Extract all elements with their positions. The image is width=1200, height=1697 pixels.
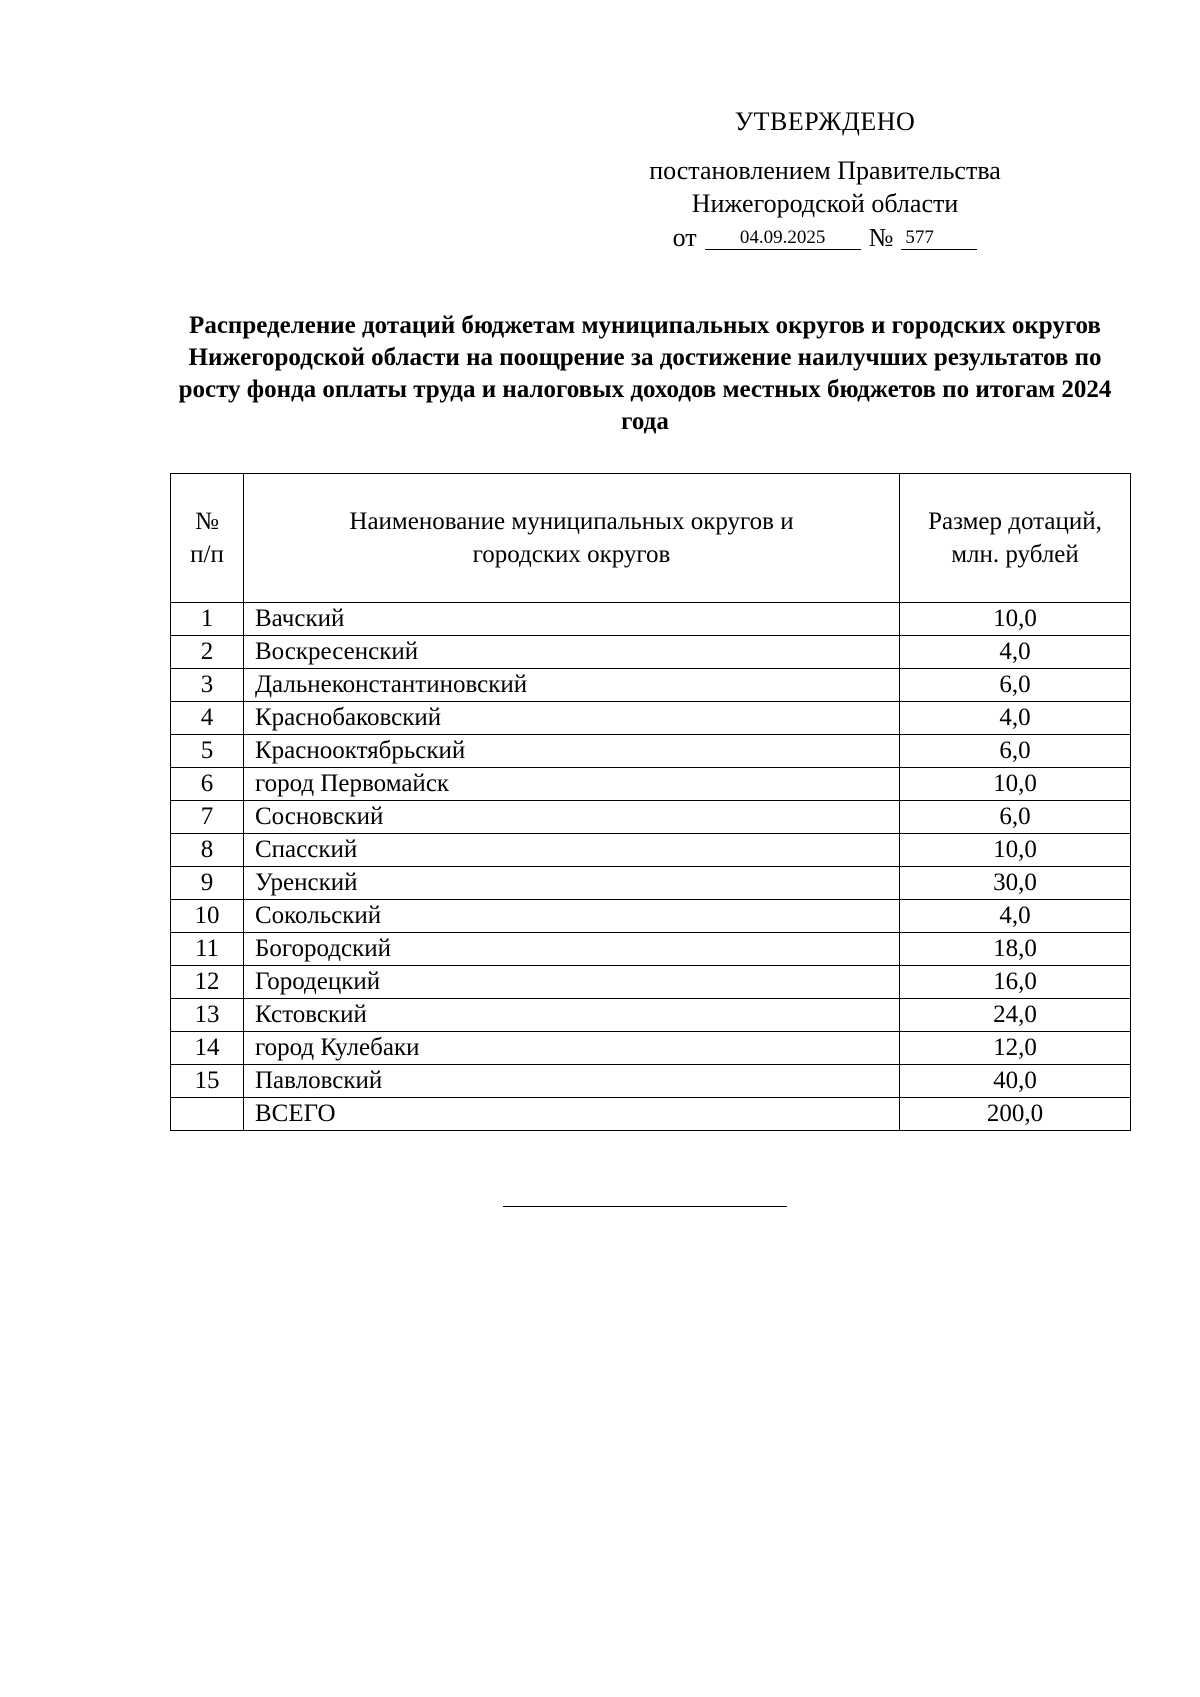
row-name: Сокольский <box>244 900 900 933</box>
table-row <box>171 669 1131 702</box>
table-row <box>171 834 1131 867</box>
header-number <box>171 474 244 603</box>
row-amount: 4,0 <box>900 900 1131 933</box>
row-amount: 6,0 <box>900 801 1131 834</box>
table-row <box>171 735 1131 768</box>
row-name: Воскресенский <box>244 636 900 669</box>
row-number: 5 <box>171 735 244 768</box>
table-total-row <box>171 1098 1131 1131</box>
row-number: 10 <box>171 900 244 933</box>
table-row <box>171 801 1131 834</box>
table-row <box>171 933 1131 966</box>
row-number: 3 <box>171 669 244 702</box>
approval-stamp-block <box>600 105 1050 254</box>
row-number: 7 <box>171 801 244 834</box>
row-number: 2 <box>171 636 244 669</box>
row-amount: 40,0 <box>900 1065 1131 1098</box>
total-number <box>171 1098 244 1131</box>
row-number: 6 <box>171 768 244 801</box>
row-name: Сосновский <box>244 801 900 834</box>
row-name: Краснобаковский <box>244 702 900 735</box>
from-label: от <box>672 223 697 252</box>
row-number: 9 <box>171 867 244 900</box>
header-amount-line2: млн. рублей <box>951 541 1079 568</box>
header-amount-line1: Размер дотаций, <box>928 508 1102 535</box>
row-number: 11 <box>171 933 244 966</box>
table-row <box>171 900 1131 933</box>
row-number: 15 <box>171 1065 244 1098</box>
row-amount: 18,0 <box>900 933 1131 966</box>
row-name: город Первомайск <box>244 768 900 801</box>
header-amount <box>900 474 1131 603</box>
table-body <box>171 603 1131 1131</box>
row-amount: 10,0 <box>900 603 1131 636</box>
document-title: Распределение дотаций бюджетам муниципальных округов и городских округов Нижегородской области на поощрение за достижение наилучших результатов по росту фонда оплаты труда и налоговых доходов местных бюджетов по итогам 2024 года <box>178 312 1112 435</box>
row-name: Вачский <box>244 603 900 636</box>
approval-date-number-line <box>600 221 1050 254</box>
total-amount: 200,0 <box>900 1098 1131 1131</box>
row-number: 8 <box>171 834 244 867</box>
approval-date: 04.09.2025 <box>705 227 861 250</box>
number-label: № <box>868 223 894 252</box>
row-name: Кстовский <box>244 999 900 1032</box>
row-number: 4 <box>171 702 244 735</box>
header-number-line2: п/п <box>190 541 224 568</box>
grants-table <box>170 473 1131 1131</box>
row-name: город Кулебаки <box>244 1032 900 1065</box>
row-number: 13 <box>171 999 244 1032</box>
row-number: 1 <box>171 603 244 636</box>
row-amount: 10,0 <box>900 834 1131 867</box>
table-row <box>171 636 1131 669</box>
row-amount: 6,0 <box>900 669 1131 702</box>
row-amount: 30,0 <box>900 867 1131 900</box>
row-name: Богородский <box>244 933 900 966</box>
table-row <box>171 999 1131 1032</box>
row-name: Дальнеконстантиновский <box>244 669 900 702</box>
table-row <box>171 768 1131 801</box>
row-name: Городецкий <box>244 966 900 999</box>
closing-divider-line <box>503 1206 787 1207</box>
row-amount: 4,0 <box>900 636 1131 669</box>
approval-number: 577 <box>901 227 977 250</box>
table-row <box>171 1032 1131 1065</box>
table-row <box>171 603 1131 636</box>
header-name-line1: Наименование муниципальных округов и <box>349 508 794 535</box>
row-amount: 24,0 <box>900 999 1131 1032</box>
row-name: Уренский <box>244 867 900 900</box>
header-name <box>244 474 900 603</box>
table-row <box>171 867 1131 900</box>
row-name: Спасский <box>244 834 900 867</box>
row-amount: 6,0 <box>900 735 1131 768</box>
row-name: Павловский <box>244 1065 900 1098</box>
row-amount: 12,0 <box>900 1032 1131 1065</box>
row-amount: 16,0 <box>900 966 1131 999</box>
row-amount: 10,0 <box>900 768 1131 801</box>
table-row <box>171 966 1131 999</box>
approval-line-region: Нижегородской области <box>691 189 959 218</box>
row-amount: 4,0 <box>900 702 1131 735</box>
row-number: 14 <box>171 1032 244 1065</box>
total-label: ВСЕГО <box>244 1098 900 1131</box>
row-name: Краснооктябрьский <box>244 735 900 768</box>
table-row <box>171 702 1131 735</box>
approved-heading: УТВЕРЖДЕНО <box>734 107 916 136</box>
table-header-row <box>171 474 1131 603</box>
header-number-line1: № <box>195 508 219 535</box>
table-row <box>171 1065 1131 1098</box>
approval-line-resolution: постановлением Правительства <box>649 156 1001 185</box>
header-name-line2: городских округов <box>472 541 671 568</box>
row-number: 12 <box>171 966 244 999</box>
